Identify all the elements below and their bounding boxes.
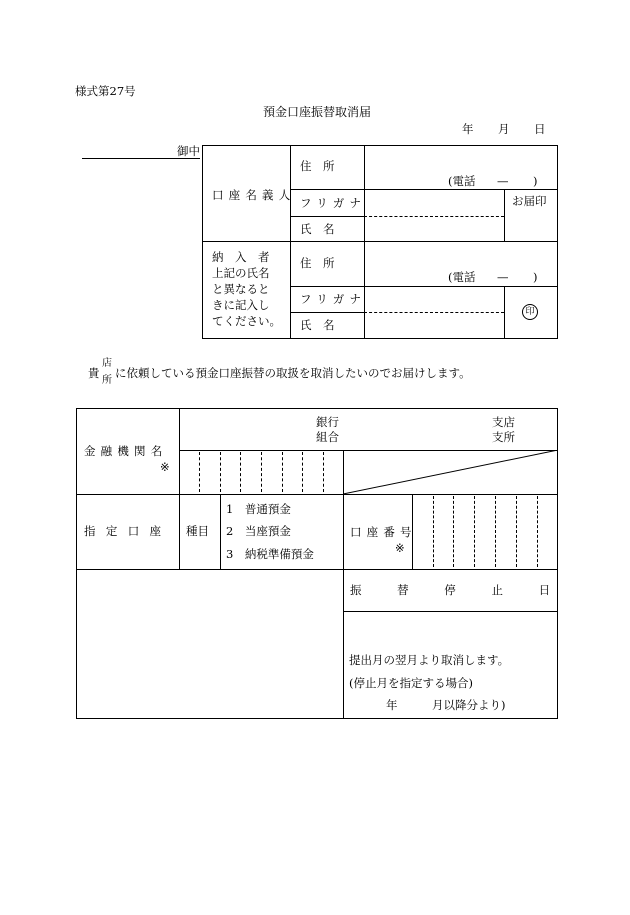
date-day-label: 日 bbox=[534, 122, 546, 136]
stop-line-3-rest: 月以降分より) bbox=[432, 698, 506, 712]
holder-label: 口座名義人 bbox=[212, 188, 296, 202]
account-type-label: 種目 bbox=[186, 524, 209, 538]
stop-line-2: (停止月を指定する場合) bbox=[349, 676, 473, 690]
payer-phone-open: (電話 bbox=[448, 270, 476, 284]
statement-text: に依頼している預金口座振替の取扱を取消したいのでお届けします。 bbox=[115, 366, 471, 380]
account-label: 指定口座 bbox=[84, 524, 172, 538]
account-type-1: 1 普通預金 bbox=[226, 502, 291, 516]
statement-ruby-top: 店 bbox=[102, 358, 112, 369]
addressee-suffix: 御中 bbox=[177, 144, 200, 158]
holder-phone-open: (電話 bbox=[448, 174, 476, 188]
bank-type-union: 組合 bbox=[316, 430, 339, 444]
bank-type-bank: 銀行 bbox=[316, 415, 339, 429]
holder-address-label: 住 所 bbox=[300, 159, 335, 173]
stop-line-1: 提出月の翌月より取消します。 bbox=[349, 653, 510, 667]
payer-note-line: てください。 bbox=[212, 314, 281, 328]
holder-phone-close: ) bbox=[533, 174, 538, 188]
stop-line-3-year: 年 bbox=[386, 698, 398, 712]
account-number-label: 口座番号 bbox=[350, 525, 417, 539]
statement-ruby-bottom: 所 bbox=[102, 375, 112, 386]
payer-note-line: と異なると bbox=[212, 282, 270, 296]
addressee-line bbox=[82, 158, 200, 159]
payer-phone-close: ) bbox=[533, 270, 538, 284]
branch-type-branch: 支店 bbox=[492, 415, 515, 429]
payer-note-line: 上記の氏名 bbox=[212, 266, 270, 280]
branch-diagonal bbox=[343, 450, 558, 494]
page-title: 預金口座振替取消届 bbox=[263, 105, 372, 119]
holder-furigana-label: フリガナ bbox=[300, 196, 367, 210]
stop-date-label: 振替停止日 bbox=[350, 583, 586, 597]
account-number-mark: ※ bbox=[395, 541, 405, 555]
holder-name-label: 氏 名 bbox=[300, 222, 335, 236]
branch-type-office: 支所 bbox=[492, 430, 515, 444]
bank-mark: ※ bbox=[160, 460, 170, 474]
payer-address-label: 住 所 bbox=[300, 256, 335, 270]
payer-name-label: 氏 名 bbox=[300, 318, 335, 332]
date-month-label: 月 bbox=[498, 122, 510, 136]
account-type-3: 3 納税準備預金 bbox=[226, 547, 314, 561]
date-year-label: 年 bbox=[462, 122, 474, 136]
holder-seal-label: お届印 bbox=[512, 194, 547, 208]
statement-kanji: 貴 bbox=[88, 366, 100, 380]
account-type-2: 2 当座預金 bbox=[226, 524, 291, 538]
payer-furigana-label: フリガナ bbox=[300, 292, 367, 306]
form-number: 様式第27号 bbox=[75, 84, 136, 98]
payer-phone-dash: — bbox=[497, 270, 509, 284]
holder-phone-dash: — bbox=[497, 174, 509, 188]
bank-label: 金融機関名 bbox=[84, 444, 168, 458]
seal-mark-icon: 印 bbox=[522, 304, 538, 320]
payer-note-line: 納 入 者 bbox=[212, 250, 270, 264]
payer-note-line: きに記入し bbox=[212, 298, 270, 312]
